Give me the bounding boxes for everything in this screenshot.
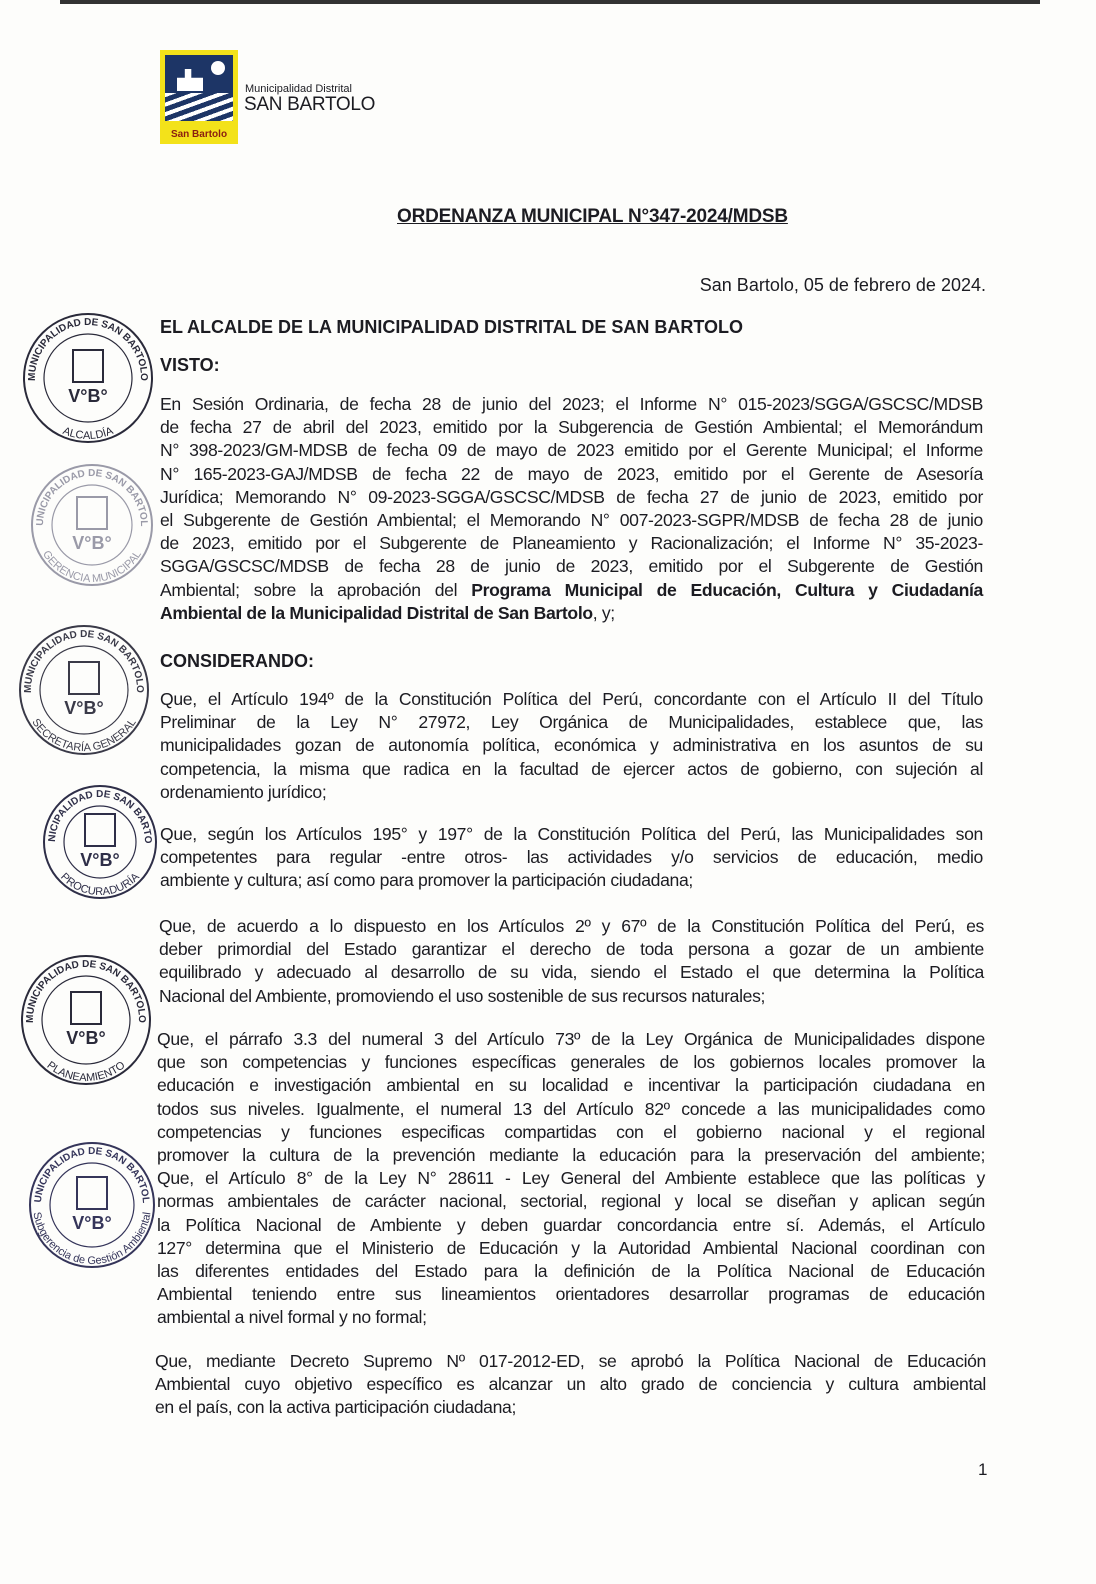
stamp-seal-icon: [19, 309, 157, 447]
text-line: En Sesión Ordinaria, de fecha 28 de junio del 2023; el Informe N° 015-2023/SGGA/GSCSC/MDSB: [160, 394, 983, 414]
text-line: Que, de acuerdo a lo dispuesto en los Artículos 2º y 67º de la Constitución Política del Perú, es: [159, 916, 984, 936]
approval-stamp: [39, 781, 161, 908]
paragraph-considerando-4: [157, 1028, 985, 1329]
text-line: de fecha 27 de abril del 2023, emitido por la Subgerencia de Gestión Ambiental; el Memorándum: [160, 417, 983, 438]
page-number: 1: [978, 1460, 988, 1479]
approval-stamp: [15, 621, 153, 764]
stamp-seal-icon: [17, 951, 155, 1089]
svg-text:V°B°: V°B°: [68, 386, 108, 406]
approval-stamp: [27, 460, 157, 595]
approval-stamp: [19, 309, 157, 452]
text-segment: , y;: [592, 602, 615, 623]
svg-text:V°B°: V°B°: [80, 850, 120, 870]
bold-text: Ambiental de la Municipalidad Distrital de San Bartolo: [160, 602, 593, 623]
heading-visto: VISTO:: [160, 355, 220, 375]
heading-considerando: CONSIDERANDO:: [160, 651, 315, 671]
svg-text:V°B°: V°B°: [72, 1213, 112, 1233]
text-line: Nacional del Ambiente, promoviendo el uso sostenible de sus recursos naturales;: [159, 985, 766, 1006]
text-line: Jurídica; Memorando N° 09-2023-SGGA/GSCSC/MDSB de fecha 27 de junio de 2023, emitido por: [160, 486, 983, 507]
svg-text:MUNICIPALIDAD DE SAN BARTOLO: UNICIPALIDAD DE SAN BARTOL: [34, 467, 150, 527]
text-line: educación e investigación ambiental en su localidad e incentivar la participación ciudadana en: [157, 1075, 985, 1096]
svg-text:GERENCIA MUNICIPAL: GERENCIA MUNICIPAL: [40, 548, 144, 586]
text-line: todos sus niveles. Igualmente, el numeral 13 del Artículo 82º concede a las municipalidades como: [157, 1098, 985, 1119]
text-line: Que, el párrafo 3.3 del numeral 3 del Artículo 73º de la Ley Orgánica de Municipalidades dispone: [157, 1029, 985, 1049]
text-line: Que, según los Artículos 195° y 197° de la Constitución Política del Perú, las Municipalidades son: [160, 824, 983, 844]
svg-text:MUNICIPALIDAD DE SAN BARTOLO: MUNICIPALIDAD DE SAN BARTOLO: [26, 316, 150, 382]
bold-text: Programa Municipal de Educación, Cultura y Ciudadanía: [471, 579, 983, 600]
municipality-logo: [160, 50, 238, 144]
text-line: Que, mediante Decreto Supremo Nº 017-2012-ED, se aprobó la Política Nacional de Educación: [155, 1351, 986, 1371]
stamp-seal-icon: [27, 460, 157, 590]
paragraph-visto: [160, 393, 983, 625]
text-line: equilibrado y adecuado al desarrollo de su vida, siendo el Estado el que determina la Política: [159, 962, 984, 983]
text-line: competencias y funciones especificas compartidas con el gobierno nacional y el regional: [157, 1121, 985, 1142]
stamp-seal-icon: [25, 1138, 159, 1272]
svg-text:Subgerencia de Gestión Ambient: Subgerencia de Gestión Ambiental: [30, 1210, 154, 1268]
svg-text:PLANEAMIENTO: PLANEAMIENTO: [44, 1059, 128, 1085]
paragraph-considerando-1: [160, 688, 983, 804]
svg-text:PROCURADURÍA: PROCURADURÍA: [58, 870, 142, 899]
text-line: ambiental a nivel formal y no formal;: [157, 1307, 427, 1328]
document-title: ORDENANZA MUNICIPAL N°347-2024/MDSB: [397, 206, 788, 227]
logo-emblem: [165, 55, 233, 121]
document-date: San Bartolo, 05 de febrero de 2024.: [699, 275, 986, 295]
text-line: en el país, con la activa participación ciudadana;: [155, 1397, 517, 1418]
text-line: las diferentes entidades del Estado para la definición de la Política Nacional de Educación: [157, 1260, 985, 1281]
text-line: municipalidades gozan de autonomía política, económica y administrativa en los asuntos de su: [160, 735, 983, 756]
text-line: normas ambientales de carácter nacional, sectorial, regional y local se diseñan y aplican según: [157, 1191, 985, 1212]
text-line: competentes para regular -entre otros- las actividades y/o servicios de educación, medio: [160, 847, 983, 868]
waves-icon: [165, 93, 233, 121]
svg-text:SECRETARÍA GENERAL: SECRETARÍA GENERAL: [29, 716, 139, 755]
text-line: Ambiental teniendo entre sus lineamientos orientadores desarrollar programas de educación: [157, 1284, 985, 1305]
text-line: ambiente y cultura; así como para promover la participación ciudadana;: [160, 870, 693, 891]
approval-stamp: [17, 951, 155, 1094]
text-line: [160, 579, 983, 602]
scan-edge: [60, 0, 1040, 4]
text-line: Que, el Artículo 8° de la Ley N° 28611 - Ley General del Ambiente establece que las políticas y: [157, 1168, 985, 1189]
svg-text:V°B°: V°B°: [64, 698, 104, 718]
text-line: N° 165-2023-GAJ/MDSB de fecha 22 de mayo de 2023, emitido por el Gerente de Asesoría: [160, 463, 983, 484]
svg-text:V°B°: V°B°: [72, 533, 112, 553]
text-line: la Política Nacional de Ambiente y deben guardar concordancia entre sí. Además, el Artículo: [157, 1214, 985, 1235]
text-line: competencia, la misma que radica en la facultad de ejercer actos de gobierno, con sujeción al: [160, 758, 983, 779]
approval-stamp: [25, 1138, 159, 1277]
svg-text:MUNICIPALIDAD DE SAN BARTOLO: UNICIPALIDAD DE SAN BARTOL: [32, 1145, 152, 1204]
svg-text:MUNICIPALIDAD DE SAN BARTOLO: MUNICIPALIDAD DE SAN BARTOLO: [22, 628, 146, 694]
text-line: Que, el Artículo 194º de la Constitución Política del Perú, concordante con el Artículo II del Título: [160, 689, 983, 709]
text-segment: Ambiental; sobre la aprobación del: [160, 579, 472, 600]
paragraph-considerando-3: [159, 915, 984, 1008]
text-line: SGGA/GSCSC/MDSB de fecha 28 de junio de 2023, emitido por el Subgerente de Gestión: [160, 556, 983, 577]
text-line: deber primordial del Estado garantizar el derecho de toda persona a gozar de un ambiente: [159, 939, 984, 960]
svg-text:MUNICIPALIDAD DE SAN BARTOLO: MUNICIPALIDAD DE SAN BARTOLO: [24, 958, 148, 1024]
org-name-small: Municipalidad Distrital: [245, 83, 352, 95]
text-line: que son competencias y funciones específicas generales de los gobiernos locales promover la: [157, 1052, 985, 1073]
svg-text:ALCALDÍA: ALCALDÍA: [61, 424, 115, 443]
paragraph-considerando-5: [155, 1350, 986, 1420]
moon-icon: [211, 61, 225, 75]
stamp-seal-icon: [39, 781, 161, 903]
text-line: Preliminar de la Ley N° 27972, Ley Orgánica de Municipalidades, establece que, las: [160, 712, 983, 733]
svg-text:MUNICIPALIDAD DE SAN BARTOLO: NICIPALIDAD DE SAN BARTO: [46, 788, 154, 844]
org-name: SAN BARTOLO: [244, 94, 376, 115]
text-line: el Subgerente de Gestión Ambiental; el Memorando N° 007-2023-SGPR/MDSB de fecha 28 de junio: [160, 509, 983, 530]
text-line: N° 398-2023/GM-MDSB de fecha 09 de mayo de 2023 emitido por el Gerente Municipal; el Informe: [160, 440, 983, 461]
svg-text:V°B°: V°B°: [66, 1028, 106, 1048]
text-line: de 2023, emitido por el Subgerente de Planeamiento y Racionalización; el Informe N° 35-2023-: [160, 533, 983, 554]
heading-alcalde: EL ALCALDE DE LA MUNICIPALIDAD DISTRITAL DE SAN BARTOLO: [160, 317, 743, 337]
church-icon: [177, 69, 203, 91]
text-line: ordenamiento jurídico;: [160, 781, 327, 802]
paragraph-considerando-2: [160, 823, 983, 893]
text-line: [160, 602, 983, 625]
stamp-seal-icon: [15, 621, 153, 759]
logo-label: San Bartolo: [170, 129, 228, 140]
text-line: promover la cultura de la prevención mediante la educación para la preservación del ambiente;: [157, 1144, 985, 1165]
text-line: 127° determina que el Ministerio de Educación y la Autoridad Ambiental Nacional coordinan con: [157, 1237, 985, 1258]
text-line: Ambiental cuyo objetivo específico es alcanzar un alto grado de conciencia y cultura ambiental: [155, 1374, 986, 1395]
